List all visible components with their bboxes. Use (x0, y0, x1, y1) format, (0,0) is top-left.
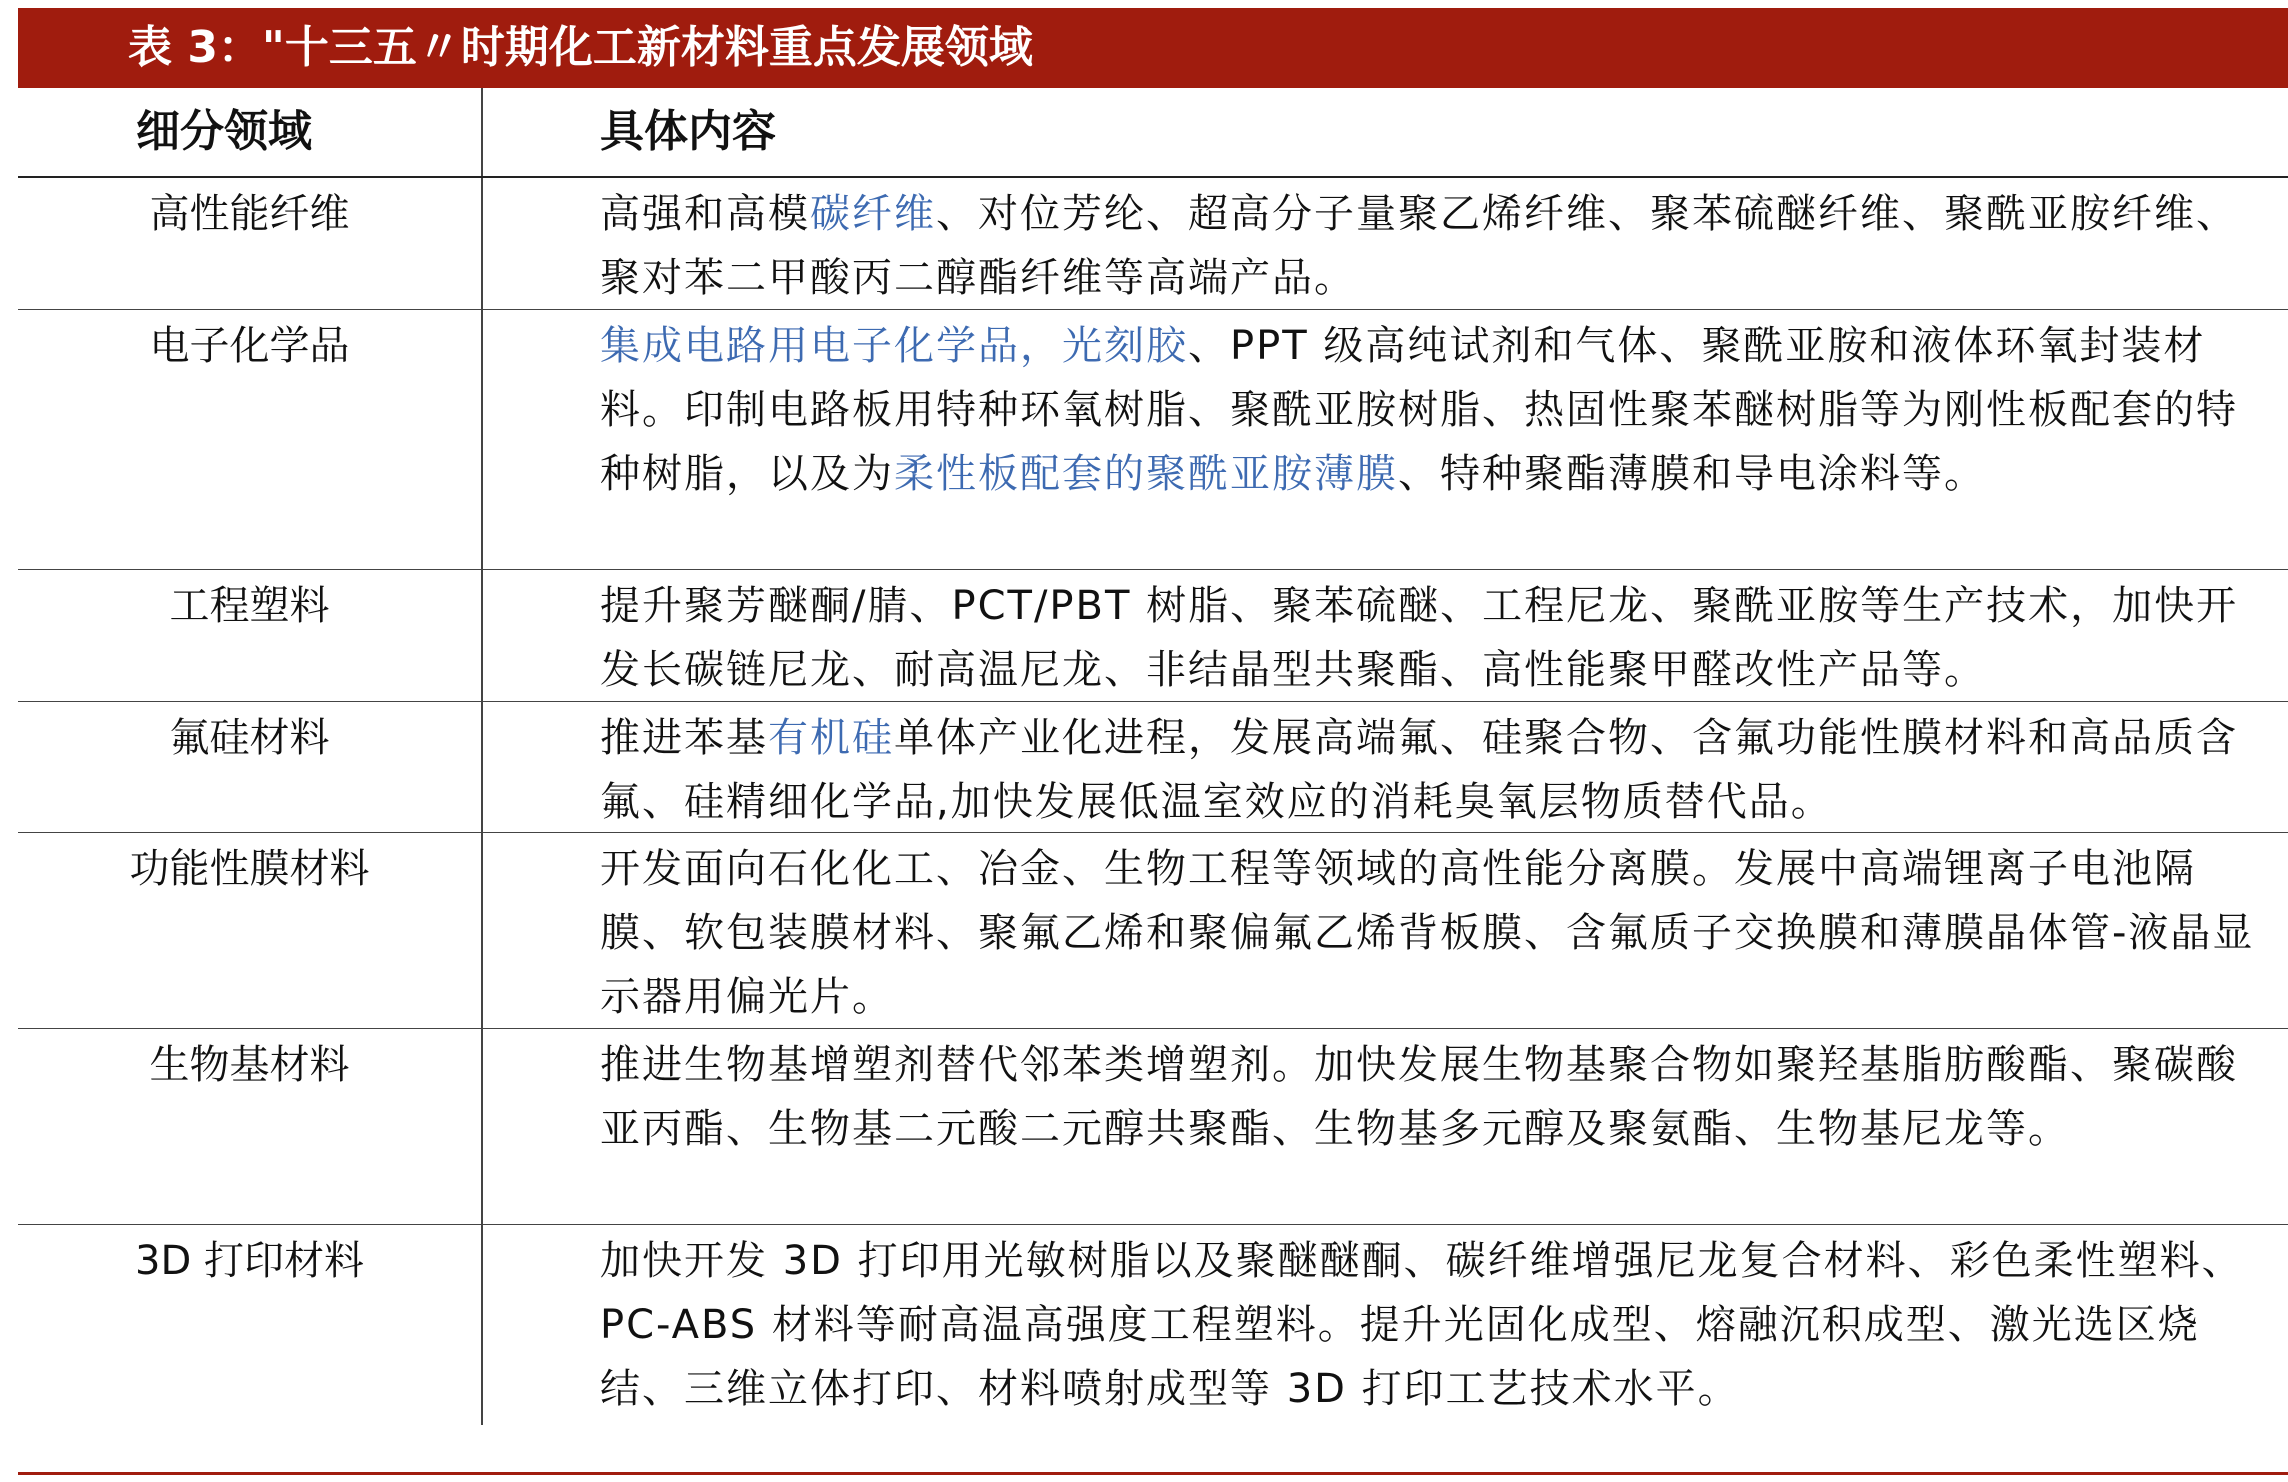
content-segment: 、对位芳纶、超高分子量聚乙烯纤维、聚苯硫醚纤维、聚酰亚胺纤维、聚对苯二甲酸丙二醇酯纤维等高端产品。 (600, 191, 2238, 301)
row-content (483, 570, 2288, 701)
row-content (483, 702, 2288, 832)
content-segment: 加快开发 3D 打印用光敏树脂以及聚醚醚酮、碳纤维增强尼龙复合材料、彩色柔性塑料、PC-ABS 材料等耐高温高强度工程塑料。提升光固化成型、熔融沉积成型、激光选区烧结、三维立体打印、材料喷射成型等 3D 打印工艺技术水平。 (600, 1238, 2244, 1412)
content-segment: 提升聚芳醚酮/腈、PCT/PBT 树脂、聚苯硫醚、工程尼龙、聚酰亚胺等生产技术，加快开发长碳链尼龙、耐高温尼龙、非结晶型共聚酯、高性能聚甲醛改性产品等。 (600, 583, 2239, 693)
table-row (18, 178, 2288, 310)
content-segment: 单体产业化进程，发展高端氟、硅聚合物、含氟功能性膜材料和高品质含氟、硅精细化学品,加快发展低温室效应的消耗臭氧层物质替代品。 (600, 715, 2238, 825)
row-field: 工程塑料 (18, 570, 483, 701)
content-segment: 推进苯基 (600, 715, 768, 761)
header-field: 细分领域 (18, 88, 483, 176)
content-segment: 推进生物基增塑剂替代邻苯类增塑剂。加快发展生物基聚合物如聚羟基脂肪酸酯、聚碳酸亚丙酯、生物基二元酸二元醇共聚酯、生物基多元醇及聚氨酯、生物基尼龙等。 (600, 1042, 2238, 1152)
row-field: 生物基材料 (18, 1029, 483, 1224)
highlighted-term: 柔性板配套的聚酰亚胺薄膜 (894, 451, 1398, 497)
row-content (483, 178, 2288, 309)
row-field: 高性能纤维 (18, 178, 483, 309)
highlighted-term: 有机硅 (768, 715, 894, 761)
row-field: 功能性膜材料 (18, 833, 483, 1028)
data-table (18, 88, 2288, 1425)
table-row (18, 310, 2288, 570)
content-segment: 、特种聚酯薄膜和导电涂料等。 (1398, 451, 1986, 497)
highlighted-term: 集成电路用电子化学品，光刻胶 (600, 323, 1188, 369)
content-segment: 高强和高模 (600, 191, 810, 237)
content-segment: 、PPT 级高纯试剂和气体、聚酰亚胺和液体环氧封装材料。印制电路板用特种环氧树脂、聚酰亚胺树脂、热固性聚苯醚树脂等为刚性板配套的特种树脂，以及为 (600, 323, 2238, 497)
table-header-row (18, 88, 2288, 178)
table-row (18, 570, 2288, 702)
row-field: 3D 打印材料 (18, 1225, 483, 1425)
table-bottom-rule (18, 1472, 2288, 1475)
header-content: 具体内容 (600, 106, 776, 157)
table-row (18, 702, 2288, 833)
row-content (483, 833, 2288, 1028)
highlighted-term: 碳纤维 (810, 191, 936, 237)
row-content (483, 1029, 2288, 1224)
table-row (18, 1029, 2288, 1225)
row-content (483, 310, 2288, 569)
table-row (18, 833, 2288, 1029)
row-field: 氟硅材料 (18, 702, 483, 832)
table-title: 表 3："十三五〃时期化工新材料重点发展领域 (18, 8, 2288, 88)
table-row (18, 1225, 2288, 1425)
row-content (483, 1225, 2288, 1425)
content-segment: 开发面向石化化工、冶金、生物工程等领域的高性能分离膜。发展中高端锂离子电池隔膜、软包装膜材料、聚氟乙烯和聚偏氟乙烯背板膜、含氟质子交换膜和薄膜晶体管-液晶显示器用偏光片。 (600, 846, 2255, 1020)
row-field: 电子化学品 (18, 310, 483, 569)
